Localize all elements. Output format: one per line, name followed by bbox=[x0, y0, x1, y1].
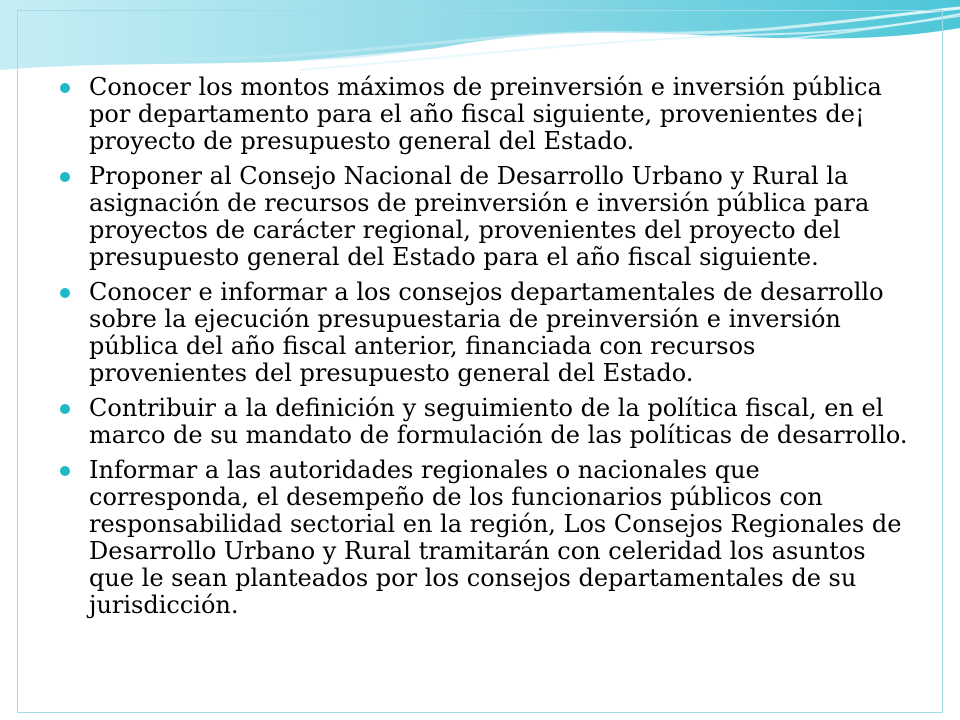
bullet-item bbox=[60, 457, 912, 619]
bullet-icon bbox=[60, 466, 70, 476]
bullet-text: Contribuir a la definición y seguimiento de la política fiscal, en el marco de su mandato de formulación de las políticas de desarrollo. bbox=[89, 394, 908, 449]
bullet-item bbox=[60, 279, 912, 387]
bullet-icon bbox=[60, 404, 70, 414]
bullet-icon bbox=[60, 288, 70, 298]
bullet-icon bbox=[60, 83, 70, 93]
bullet-item bbox=[60, 74, 912, 155]
bullet-text: Conocer los montos máximos de preinversión e inversión pública por departamento para el año fiscal siguiente, provenientes de¡ proyecto de presupuesto general del Estado. bbox=[89, 73, 882, 155]
bullet-text: Proponer al Consejo Nacional de Desarrollo Urbano y Rural la asignación de recursos de preinversión e inversión pública para proyectos de carácter regional, provenientes del proyecto del presupuesto general del Estado para el año fiscal siguiente. bbox=[89, 162, 870, 271]
bullet-item bbox=[60, 163, 912, 271]
bullet-item bbox=[60, 395, 912, 449]
bullet-icon bbox=[60, 172, 70, 182]
bullet-text: Conocer e informar a los consejos departamentales de desarrollo sobre la ejecución presupuestaria de preinversión e inversión pública del año fiscal anterior, financiada con recursos provenientes del presupuesto general del Estado. bbox=[89, 278, 884, 387]
bullet-list bbox=[60, 74, 912, 627]
bullet-text: Informar a las autoridades regionales o nacionales que corresponda, el desempeño de los funcionarios públicos con responsabilidad sectorial en la región, Los Consejos Regionales de Desarrollo Urbano y Rural tramitarán con celeridad los asuntos que le sean planteados por los consejos departamentales de su jurisdicción. bbox=[89, 456, 902, 619]
